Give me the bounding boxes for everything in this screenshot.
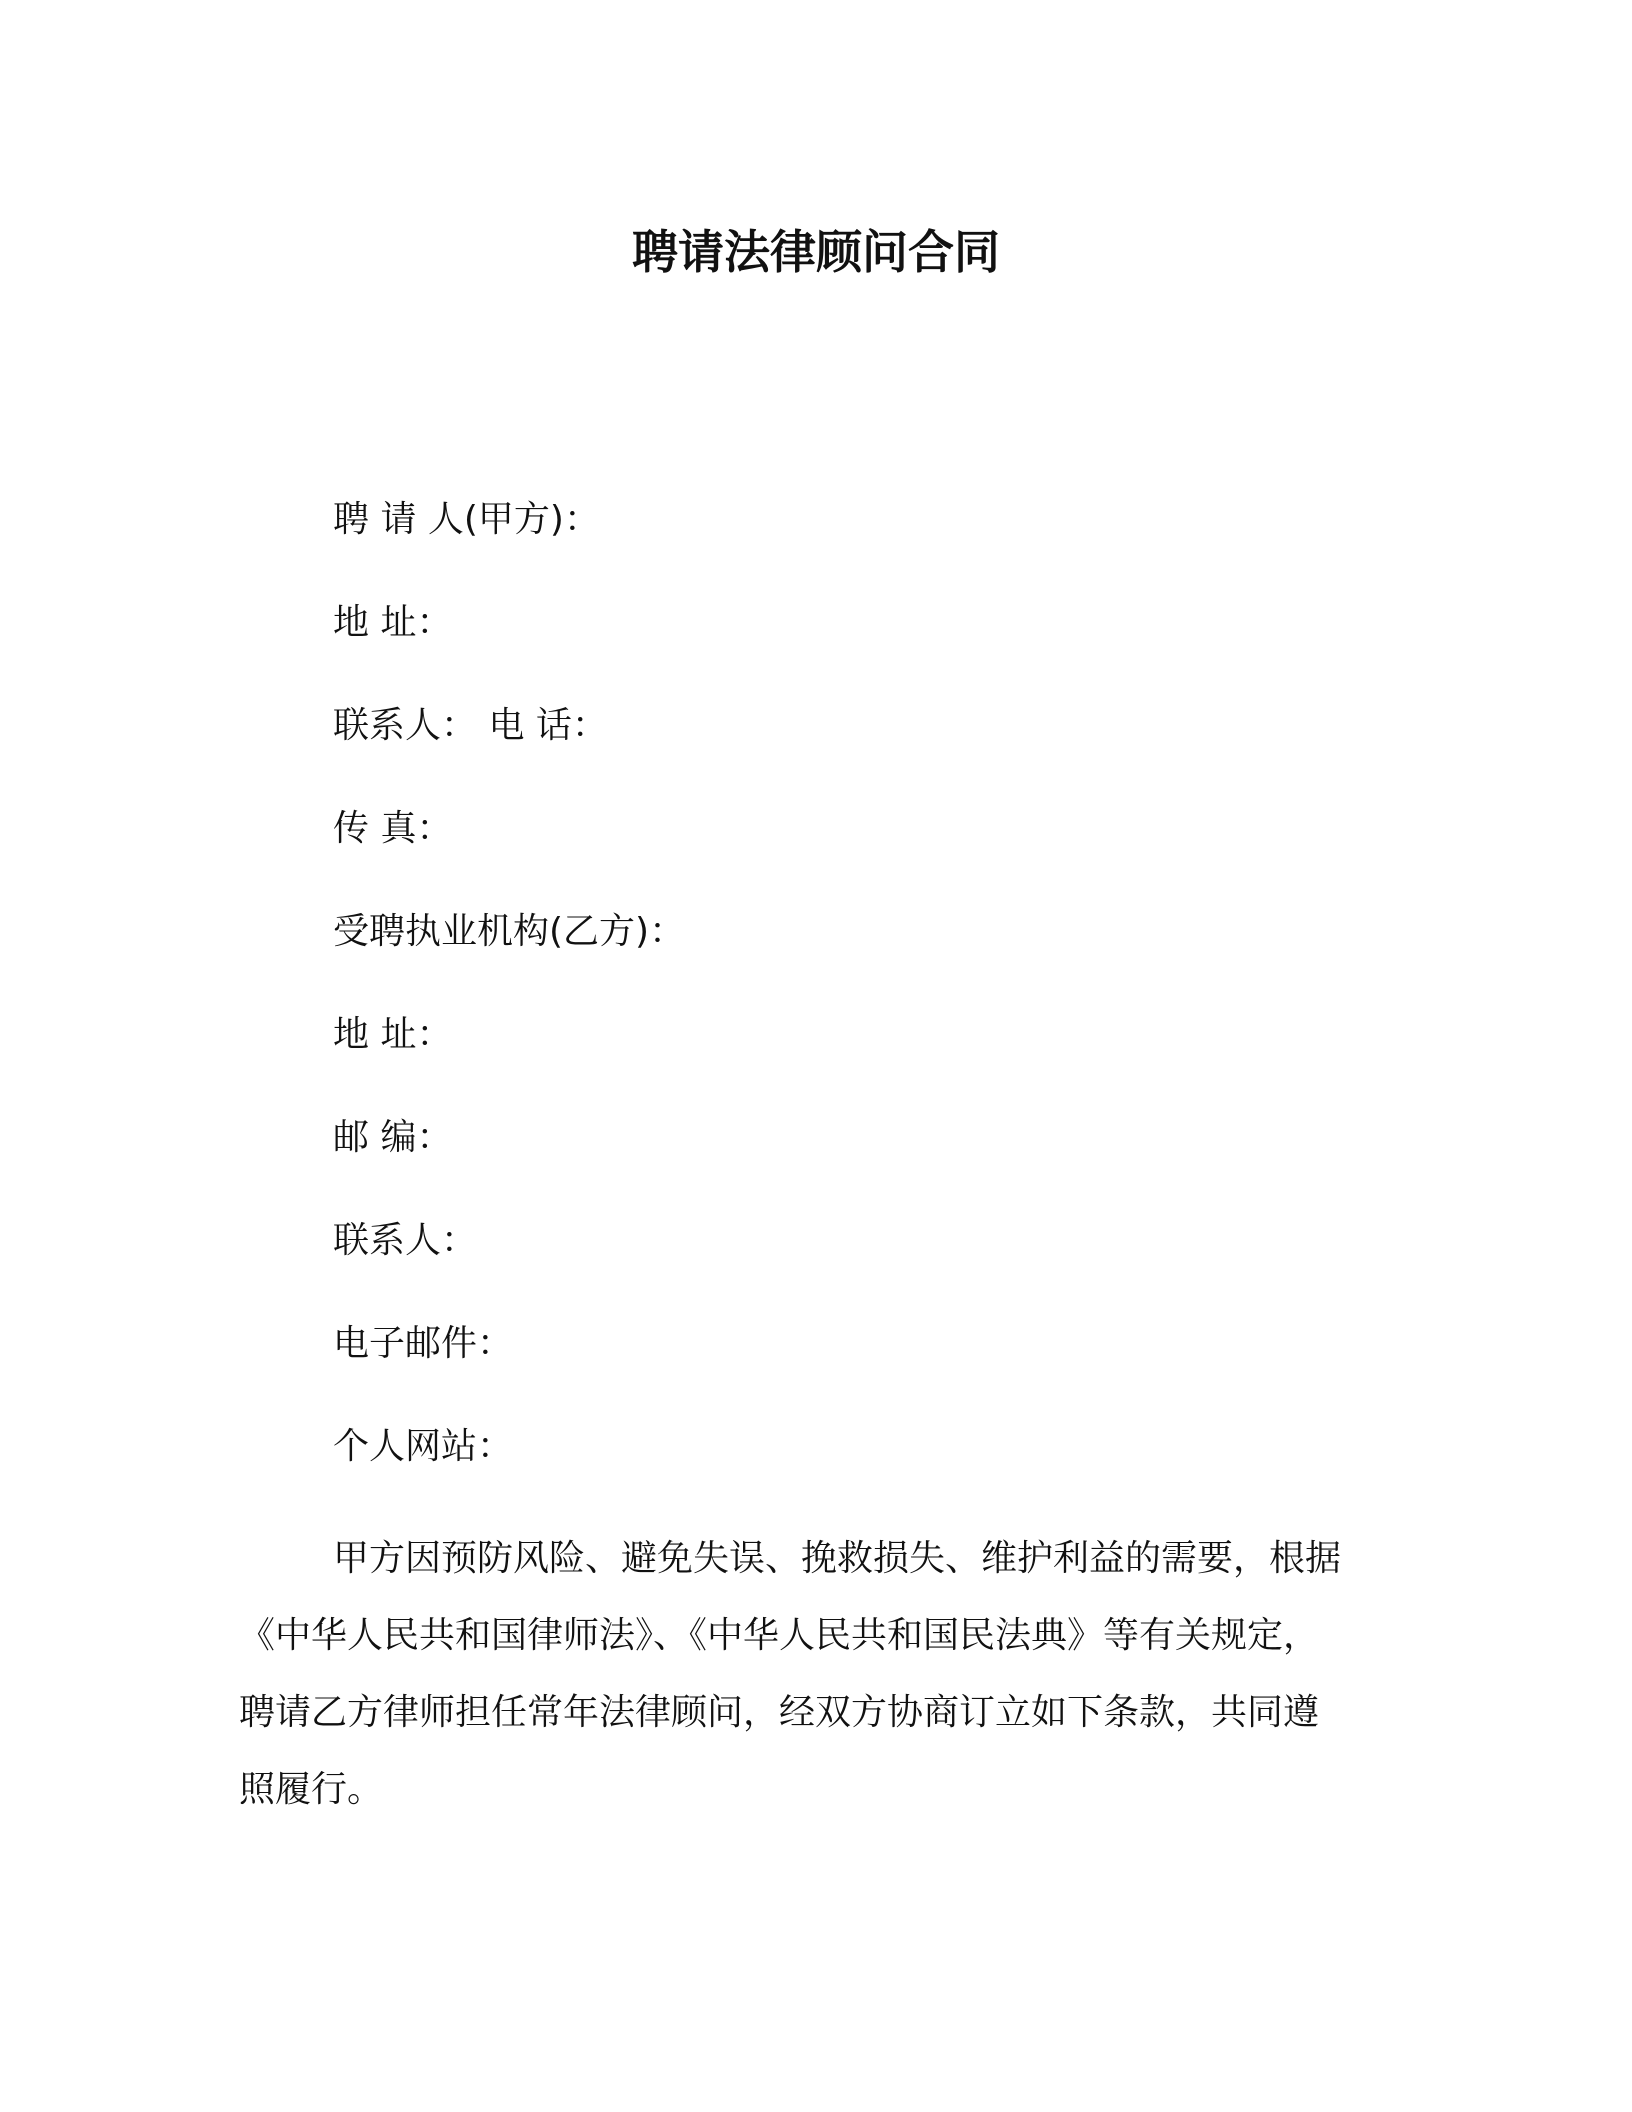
paragraph-line: 聘请乙方律师担任常年法律顾问，经双方协商订立如下条款，共同遵 — [239, 1692, 1320, 1733]
paragraph-line: 甲方因预防风险、避免失误、挽救损失、维护利益的需要，根据 — [333, 1538, 1342, 1579]
field-firm-postcode: 邮 编： — [333, 1117, 453, 1158]
field-employer-contact-phone: 联系人： 电 话： — [333, 705, 608, 746]
field-firm-address: 地 址： — [333, 1014, 453, 1055]
field-engaged-firm: 受聘执业机构(乙方)： — [333, 911, 686, 952]
paragraph-line: 《中华人民共和国律师法》、《中华人民共和国民法典》等有关规定， — [239, 1615, 1320, 1656]
paragraph-line: 照履行。 — [239, 1769, 384, 1810]
document-title: 聘请法律顾问合同 — [632, 225, 1000, 279]
field-employer-address: 地 址： — [333, 602, 453, 643]
field-employer: 聘 请 人(甲方)： — [333, 499, 600, 540]
field-employer-fax: 传 真： — [333, 808, 453, 849]
field-firm-email: 电子邮件： — [333, 1323, 514, 1364]
field-firm-contact: 联系人： — [333, 1220, 478, 1261]
field-firm-website: 个人网站： — [333, 1426, 514, 1467]
intro-paragraph — [239, 1520, 1389, 1828]
